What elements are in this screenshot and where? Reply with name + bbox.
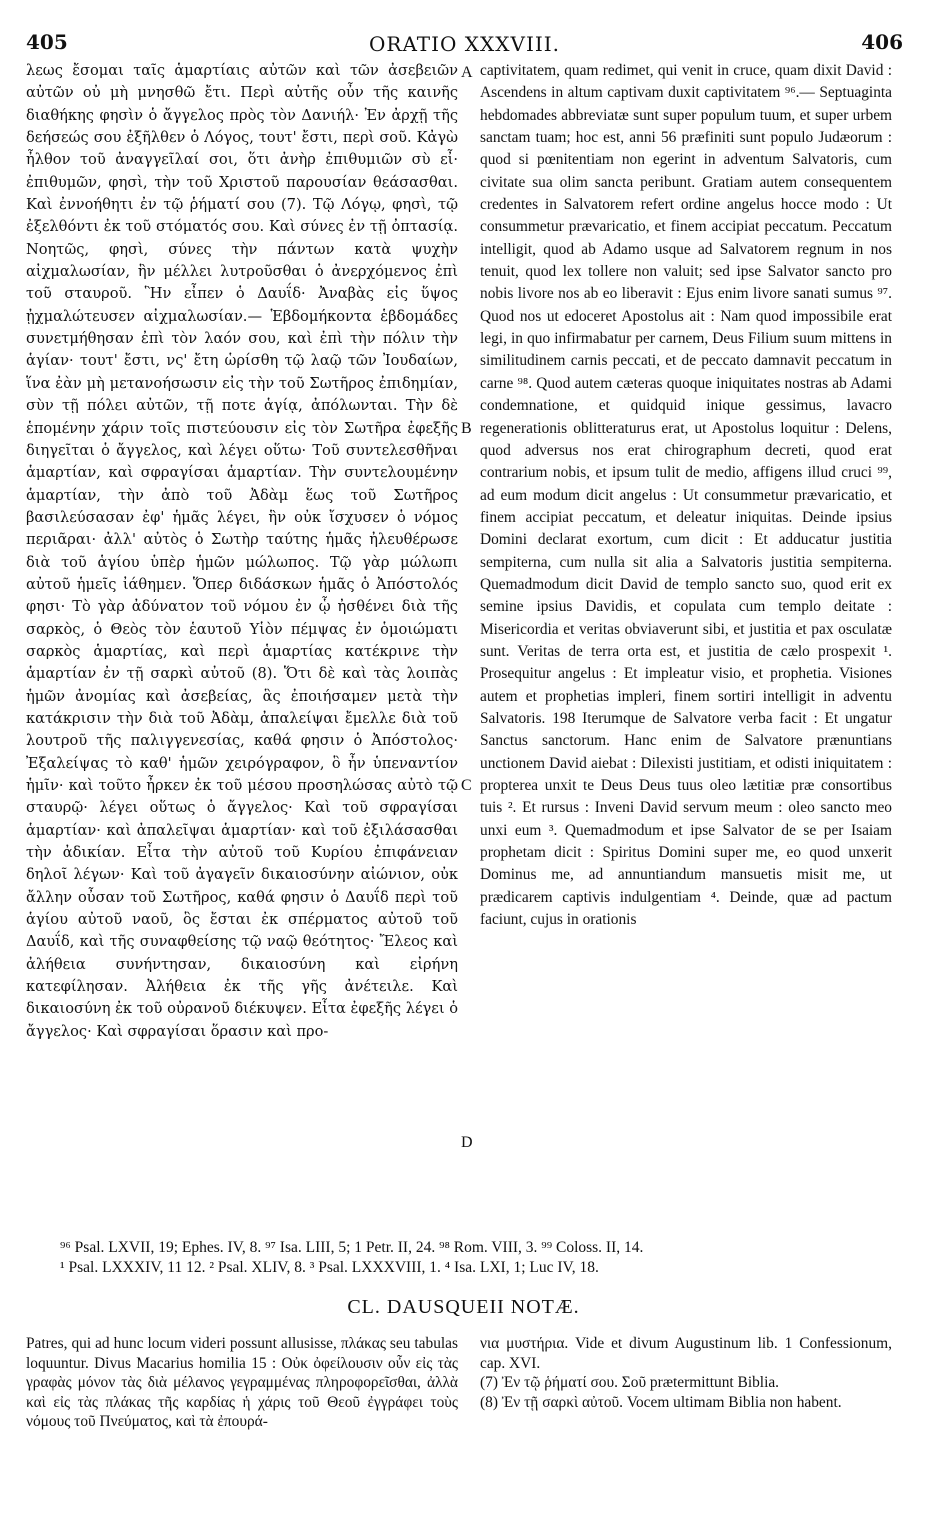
section-marker-a: A [461,64,473,81]
notes-right-column [480,1334,892,1412]
page-header [26,30,903,60]
footnotes [60,1238,903,1278]
footnote-line-2: ¹ Psal. LXXXIV, 11 12. ² Psal. XLIV, 8. ³ Psal. LXXXVIII, 1. ⁴ Isa. LXI, 1; Luc IV, 18. [60,1259,599,1276]
note-right-text-3: (8) Ἐν τῇ σαρκὶ αὐτοῦ. Vocem ultimam Biblia non habent. [480,1393,842,1411]
section-marker-b: B [461,420,472,437]
page-number-left: 405 [26,30,68,54]
footnote-line-1: ⁹⁶ Psal. LXVII, 19; Ephes. IV, 8. ⁹⁷ Isa. LIII, 5; 1 Petr. II, 24. ⁹⁸ Rom. VIII, 3. ⁹⁹ Coloss. II, 14. [60,1239,644,1256]
note-left-text: Patres, qui ad hunc locum videri possunt allusisse, πλάκας seu tabulas loquuntur. Divus Macarius homilia 15 : Οὐκ ὀφείλουσιν οὖν εἰς τὰς γραφὰς μόνον τὰς διὰ μέλανος γεγραμμένας πληροφορεῖσθαι, ἀλλὰ καὶ εἰς τὰς πλάκας τῆς καρδίας ἡ χάρις τοῦ Θεοῦ ἐγγράφει τοὺς νόμους τοῦ Πνεύματος, καὶ τὰ ἐπουρά- [26,1335,458,1431]
notes-heading: CL. DAUSQUEII NOTÆ. [347,1296,580,1318]
greek-text: λεως ἔσομαι ταῖς ἁμαρτίαις αὐτῶν καὶ τῶν ἀσεβειῶν αὐτῶν οὐ μὴ μνησθῶ ἔτι. Περὶ αὐτῆς οὖν τῆς καινῆς διαθήκης φησὶν ὁ ἄγγελος πρὸς τὸν Δανιήλ· Ἐν ἀρχῇ τῆς δεήσεώς σου ἐξῆλθεν ὁ Λόγος, τουτ' ἔστι, περὶ σοῦ. Κἀγὼ ἦλθον τοῦ ἀναγγεῖλαί σοι, ὅτι ἀνὴρ ἐπιθυμιῶν σὺ εἶ· ἐπιθυμῶν, φησὶ, τὴν τοῦ Χριστοῦ παρουσίαν θεάσασθαι. Καὶ ἐννοήθητι ἐν τῷ ῥήματί σου (7). Τῷ Λόγῳ, φησὶ, τῷ ἐξελθόντι ἐκ τοῦ στόματός σου. Καὶ σύνες ἐν τῇ ὀπτασίᾳ. Νοητῶς, φησὶ, σύνες τὴν πάντων κατὰ ψυχὴν αἰχμαλωσίαν, ἣν μέλλει λυτροῦσθαι ὁ ἀνερχόμενος ἐπὶ τοῦ σταυροῦ. Ἣν εἶπεν ὁ Δαυΐδ· Ἀναβὰς εἰς ὕψος ᾐχμαλώτευσεν αἰχμαλωσίαν.— Ἑβδομήκοντα ἑβδομάδες συνετμήθησαν ἐπὶ τὸν λαόν σου, καὶ ἐπὶ τὴν πόλιν τὴν ἁγίαν· τουτ' ἔστι, νς' ἔτη ὡρίσθη τῷ λαῷ τῶν Ἰουδαίων, ἵνα ἐὰν μὴ μετανοήσωσιν εἰς τὴν τοῦ Σωτῆρος ἐπιδημίαν, σὺν τῇ πόλει αὐτῶν, τῇ ποτε ἁγίᾳ, ἀπόλωνται. Τὴν δὲ ἑπομένην χάριν τοῖς πιστεύουσιν εἰς τὸν Σωτῆρα ἐφεξῆς διηγεῖται ὁ ἄγγελος, καὶ λέγει οὕτω· Τοῦ συντελεσθῆναι ἁμαρτίαν, καὶ σφραγίσαι ἁμαρτίαν. Τὴν συντελουμένην ἁμαρτίαν, τὴν ἀπὸ τοῦ Ἀδὰμ ἕως τοῦ Σωτῆρος βασιλεύσασαν ἐφ' ἡμᾶς λέγει, ἣν οὐκ ἴσχυσεν ὁ νόμος περιᾶραι· ἀλλ' αὐτὸς ὁ Σωτὴρ ταύτης ἡμᾶς ἠλευθέρωσε διὰ τοῦ ἁγίου ὑπὲρ ἡμῶν μώλωπος. Τῷ γὰρ μώλωπι αὐτοῦ ἡμεῖς ἰάθημεν. Ὅπερ διδάσκων ἡμᾶς ὁ Ἀπόστολός φησι· Τὸ γὰρ ἀδύνατον τοῦ νόμου ἐν ᾧ ἠσθένει διὰ τῆς σαρκὸς, ὁ Θεὸς τὸν ἑαυτοῦ Υἱὸν πέμψας ἐν ὁμοιώματι σαρκὸς ἁμαρτίας, καὶ περὶ ἁμαρτίας κατέκρινε τὴν ἁμαρτίαν ἐν τῇ σαρκὶ αὐτοῦ (8). Ὅτι δὲ καὶ τὰς λοιπὰς ἡμῶν ἀνομίας καὶ ἀσεβείας, ἃς ἐποιήσαμεν μετὰ τὴν κατάκρισιν τὴν διὰ τοῦ Ἀδὰμ, ἀπαλείψαι ἔμελλε διὰ τοῦ λουτροῦ τῆς παλιγγενεσίας, καθά φησιν ὁ Ἀπόστολος· Ἐξαλείψας τὸ καθ' ἡμῶν χειρόγραφον, ὃ ἦν ὑπεναντίον ἡμῖν· καὶ τοῦτο ἦρκεν ἐκ τοῦ μέσου προσηλώσας αὐτὸ τῷ σταυρῷ· λέγει οὕτως ὁ ἄγγελος· Καὶ τοῦ σφραγίσαι ἁμαρτίαν· καὶ ἀπαλεῖψαι ἁμαρτίαν· καὶ τοῦ ἐξιλάσασθαι τὴν ἀδικίαν. Εἶτα τὴν αὐτοῦ τοῦ Κυρίου ἐπιφάνειαν δηλοῖ λέγων· Καὶ τοῦ ἀγαγεῖν δικαιοσύνην αἰώνιον, οὐκ ἄλλην οὖσαν τοῦ Σωτῆρος, καθά φησιν ὁ Δαυΐδ περὶ τοῦ ἁγίου αὐτοῦ ναοῦ, ὃς ἔσται ἐκ σπέρματος αὐτοῦ τοῦ Δαυΐδ, καὶ τῆς συναφθείσης τῷ ναῷ θεότητος· Ἔλεος καὶ ἀλήθεια συνήντησαν, δικαιοσύνη καὶ εἰρήνη κατεφίλησαν. Ἀλήθεια ἐκ τῆς γῆς ἀνέτειλε. Καὶ δικαιοσύνη ἐκ τοῦ οὐρανοῦ διέκυψεν. Εἶτα ἐφεξῆς λέγει ὁ ἄγγελος· Καὶ σφραγίσαι ὅρασιν καὶ προ- [26,62,458,1040]
notes-left-column [26,1334,458,1432]
section-marker-d: D [461,1134,473,1151]
page-number-right: 406 [861,30,903,54]
note-right-text-1: νια μυστήρια. Vide et divum Augustinum lib. 1 Confessionum, cap. XVI. [480,1335,892,1372]
greek-column [26,60,458,1230]
running-title: ORATIO XXXVIII. [368,32,560,56]
latin-column [480,60,892,1230]
section-marker-c: C [461,777,472,794]
latin-text: captivitatem, quam redimet, qui venit in cruce, quam dixit David : Ascendens in altum captivam duxit captivitatem ⁹⁶.— Septuaginta hebdomades abbreviatæ sunt super populum tuum, et super urbem sanctam tuam; hoc est, anni 56 præfiniti sunt populo Judæorum : quod si pœnitentiam non egerint in adventum Salvatoris, cum civitate sua olim sancta peribunt. Gratiam autem consequentem credentes in Salvatorem refert ordine angelus hocce modo : Ut consummetur prævaricatio, et finem accipiat peccatum. Peccatum intelligit, quod ab Adamo usque ad Salvatorem regnum in nos tenuit, quod lex tollere non valuit; sed ipse Salvator sancto pro nobis livore nos ab eo liberavit : Ejus enim livore sanati sumus ⁹⁷. Quod nos ut edoceret Apostolus ait : Nam quod impossibile erat legi, in quo infirmabatur per carnem, Deus Filium suum mittens in similitudinem carnis peccati, et de peccato damnavit peccatum in carne ⁹⁸. Quod autem cæteras quoque iniquitates nostras ab Adami condemnatione, et quidquid inique gessimus, lavacro regenerationis oblitteraturus erat, ut Apostolus loquitur : Delens, quod adversus nos erat chirographum decreti, quod erat contrarium nobis, et ipsum tulit de medio, affigens illud cruci ⁹⁹, ad eum modum dicit angelus : Ut consummetur prævaricatio, et finem accipiat peccatum, et deleatur iniquitas. Deinde ipsius Domini declarat exortum, cum dicit : Et adducatur justitia sempiterna, cum nulla sit alia a Salvatoris justitia sempiterna. Quemadmodum dicit David de templo sancto suo, quod erit ex semine ipsius Davidis, et copulata cum templo deitate : Misericordia et veritas obviaverunt sibi, et justitia et pax osculatæ sunt. Veritas de terra orta est, et justitia de cælo prospexit ¹. Prosequitur angelus : Et impleatur visio, et prophetia. Visiones autem et prophetias impleri, finem sortiri intelligit in adventu Salvatoris. 198 Iterumque de Salvatore verba facit : Et ungatur Sanctus sanctorum. Hanc enim de Salvatore prænuntians unctionem David aiebat : Dilexisti justitiam, et odisti iniquitatem : propterea unxit te Deus Deus tuus oleo lætitiæ præ consortibus tuis ². Et rursus : Inveni David servum meum : oleo sancto meo unxi eum ³. Quemadmodum et ipse Salvator de se per Isaiam prophetam dicit : Spiritus Domini super me, eo quod unxerit Dominus me, ad annuntiandum mansuetis misit me, ut prædicarem captivis indulgentiam ⁴. Deinde, quæ ad pactum faciunt, cujus in orationis [480,62,892,929]
note-right-text-2: (7) Ἐν τῷ ῥήματί σου. Σοῦ prætermittunt Biblia. [480,1374,780,1392]
